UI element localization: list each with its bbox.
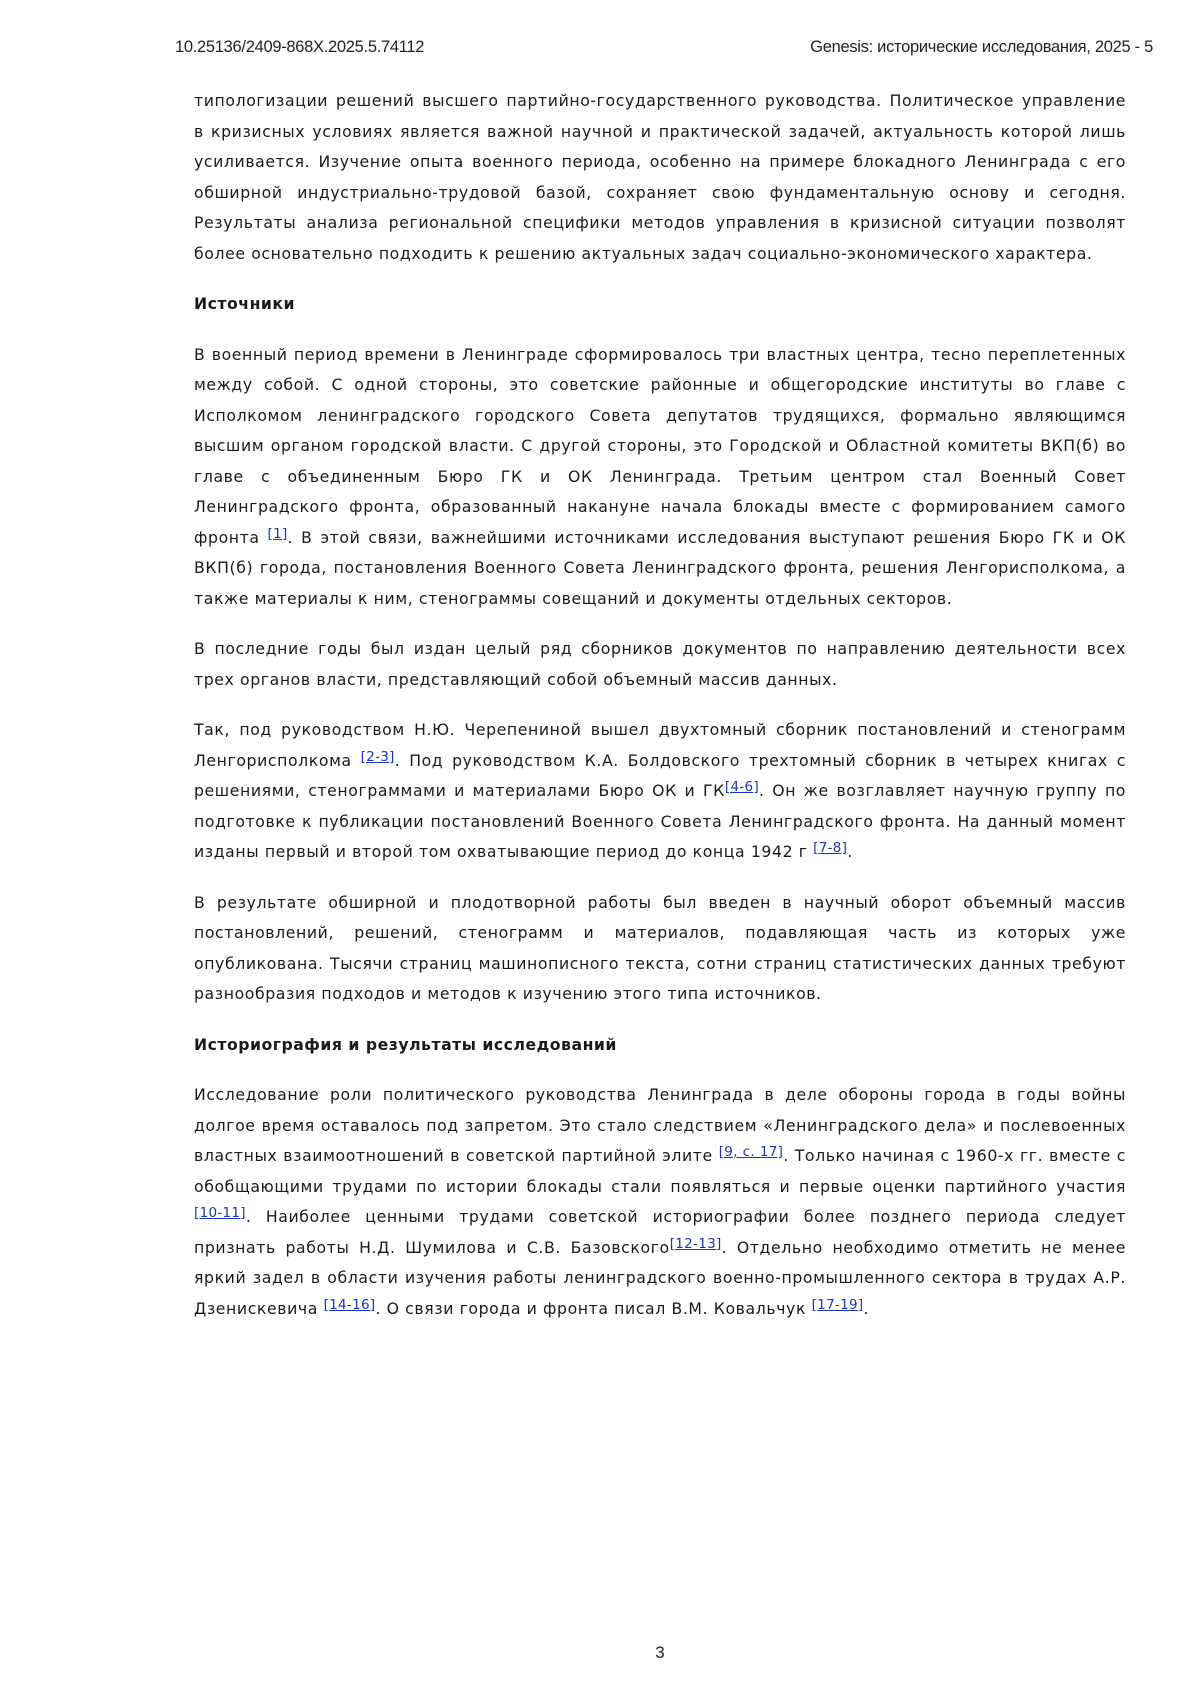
journal-title: Genesis: исторические исследования, 2025 - 5 [810,38,1153,56]
text-segment: Так, под руководством Н.Ю. Черепениной вышел двухтомный сборник постановлений и стенограмм Ленгорисполкома [194,720,1126,770]
page-header [175,38,1153,60]
heading-text: Историография и результаты исследований [194,1034,617,1054]
text-segment: . О связи города и фронта писал В.М. Ковальчук [375,1298,812,1318]
heading-text: Источники [194,294,296,313]
text-segment: В военный период времени в Ленинграде сформировалось три властных центра, тесно переплетенных между собой. С одной стороны, это советские районные и общегородские институты во главе с Исполкомом ленинградского городского Совета депутатов трудящихся, формально являющимся высшим органом городской власти. С другой стороны, это Городской и Областной комитеты ВКП(б) во главе с объединенным Бюро ГК и ОК Ленинграда. Третьим центром стал Военный Совет Ленинградского фронта, образованный накануне начала блокады вместе с формированием самого фронта [194,344,1126,547]
reference-link[interactable]: [14-16] [323,1296,376,1313]
text-segment: . [863,1298,870,1318]
doi-text: 10.25136/2409-868X.2025.5.74112 [175,38,425,56]
page-number: 3 [655,1643,665,1662]
paragraph [194,888,1126,1010]
text-segment: . Под руководством К.А. Болдовского трехтомный сборник в четырех книгах с решениями, стенограммами и материалами Бюро ОК и ГК [194,750,1127,800]
reference-link[interactable]: [7-8] [813,840,848,856]
section-heading [194,1030,1126,1061]
paragraph [194,1080,1126,1324]
reference-link[interactable]: [1] [267,525,288,542]
text-segment: . В этой связи, важнейшими источниками исследования выступают решения Бюро ГК и ОК ВКП(б) города, постановления Военного Совета Ленинградского фронта, решения Ленгорисполкома, а также материалы к ним, стенограммы совещаний и документы отдельных секторов. [194,527,1126,608]
section-heading [194,289,1126,320]
reference-link[interactable]: [2-3] [360,748,395,765]
text-segment: В последние годы был издан целый ряд сборников документов по направлению деятельности всех трех органов власти, представляющий собой объемный массив данных. [194,639,1126,689]
paragraph [194,634,1126,695]
text-segment: . [847,842,853,861]
text-segment: В результате обширной и плодотворной работы был введен в научный оборот объемный массив постановлений, решений, стенограмм и материалов, подавляющая часть из которых уже опубликована. Тысячи страниц машинописного текста, сотни страниц статистических данных требуют разнообразия подходов и методов к изучению этого типа источников. [194,892,1126,1003]
text-segment: Исследование роли политического руководства Ленинграда в деле обороны города в годы войны долгое время оставалось под запретом. Это стало следствием «Ленинградского дела» и послевоенных властных взаимоотношений в советской партийной элите [194,1085,1126,1165]
reference-link[interactable]: [12-13] [669,1235,722,1252]
paragraph [194,86,1126,269]
text-segment: . Только начиная с 1960-х гг. вместе с обобщающими трудами по истории блокады стали появляться и первые оценки партийного участия [194,1146,1126,1196]
article-body [194,86,1126,1344]
text-segment: типологизации решений высшего партийно-государственного руководства. Политическое управление в кризисных условиях является важной научной и практической задачей, актуальность которой лишь усиливается. Изучение опыта военного периода, особенно на примере блокадного Ленинграда с его обширной индустриально-трудовой базой, сохраняет свою фундаментальную основу и сегодня. Результаты анализа региональной специфики методов управления в кризисной ситуации позволят более основательно подходить к решению актуальных задач социально-экономического характера. [194,91,1126,263]
text-segment: . Он же возглавляет научную группу по подготовке к публикации постановлений Военного Совета Ленинградского фронта. На данный момент изданы первый и второй том охватывающие период до конца 1942 г [194,781,1126,861]
reference-link[interactable]: [17-19] [811,1296,864,1313]
paragraph [194,715,1126,868]
reference-link[interactable]: [10-11] [194,1205,246,1221]
text-segment: . Наиболее ценными трудами советской историографии более позднего периода следует признать работы Н.Д. Шумилова и С.В. Базовского [194,1207,1126,1257]
text-segment: . Отдельно необходимо отметить не менее яркий задел в области изучения работы ленинградского военно-промышленного сектора в трудах А.Р. Дзенискевича [194,1237,1126,1318]
reference-link[interactable]: [4-6] [724,779,760,795]
paragraph [194,340,1126,615]
reference-link[interactable]: [9, с. 17] [718,1144,784,1160]
